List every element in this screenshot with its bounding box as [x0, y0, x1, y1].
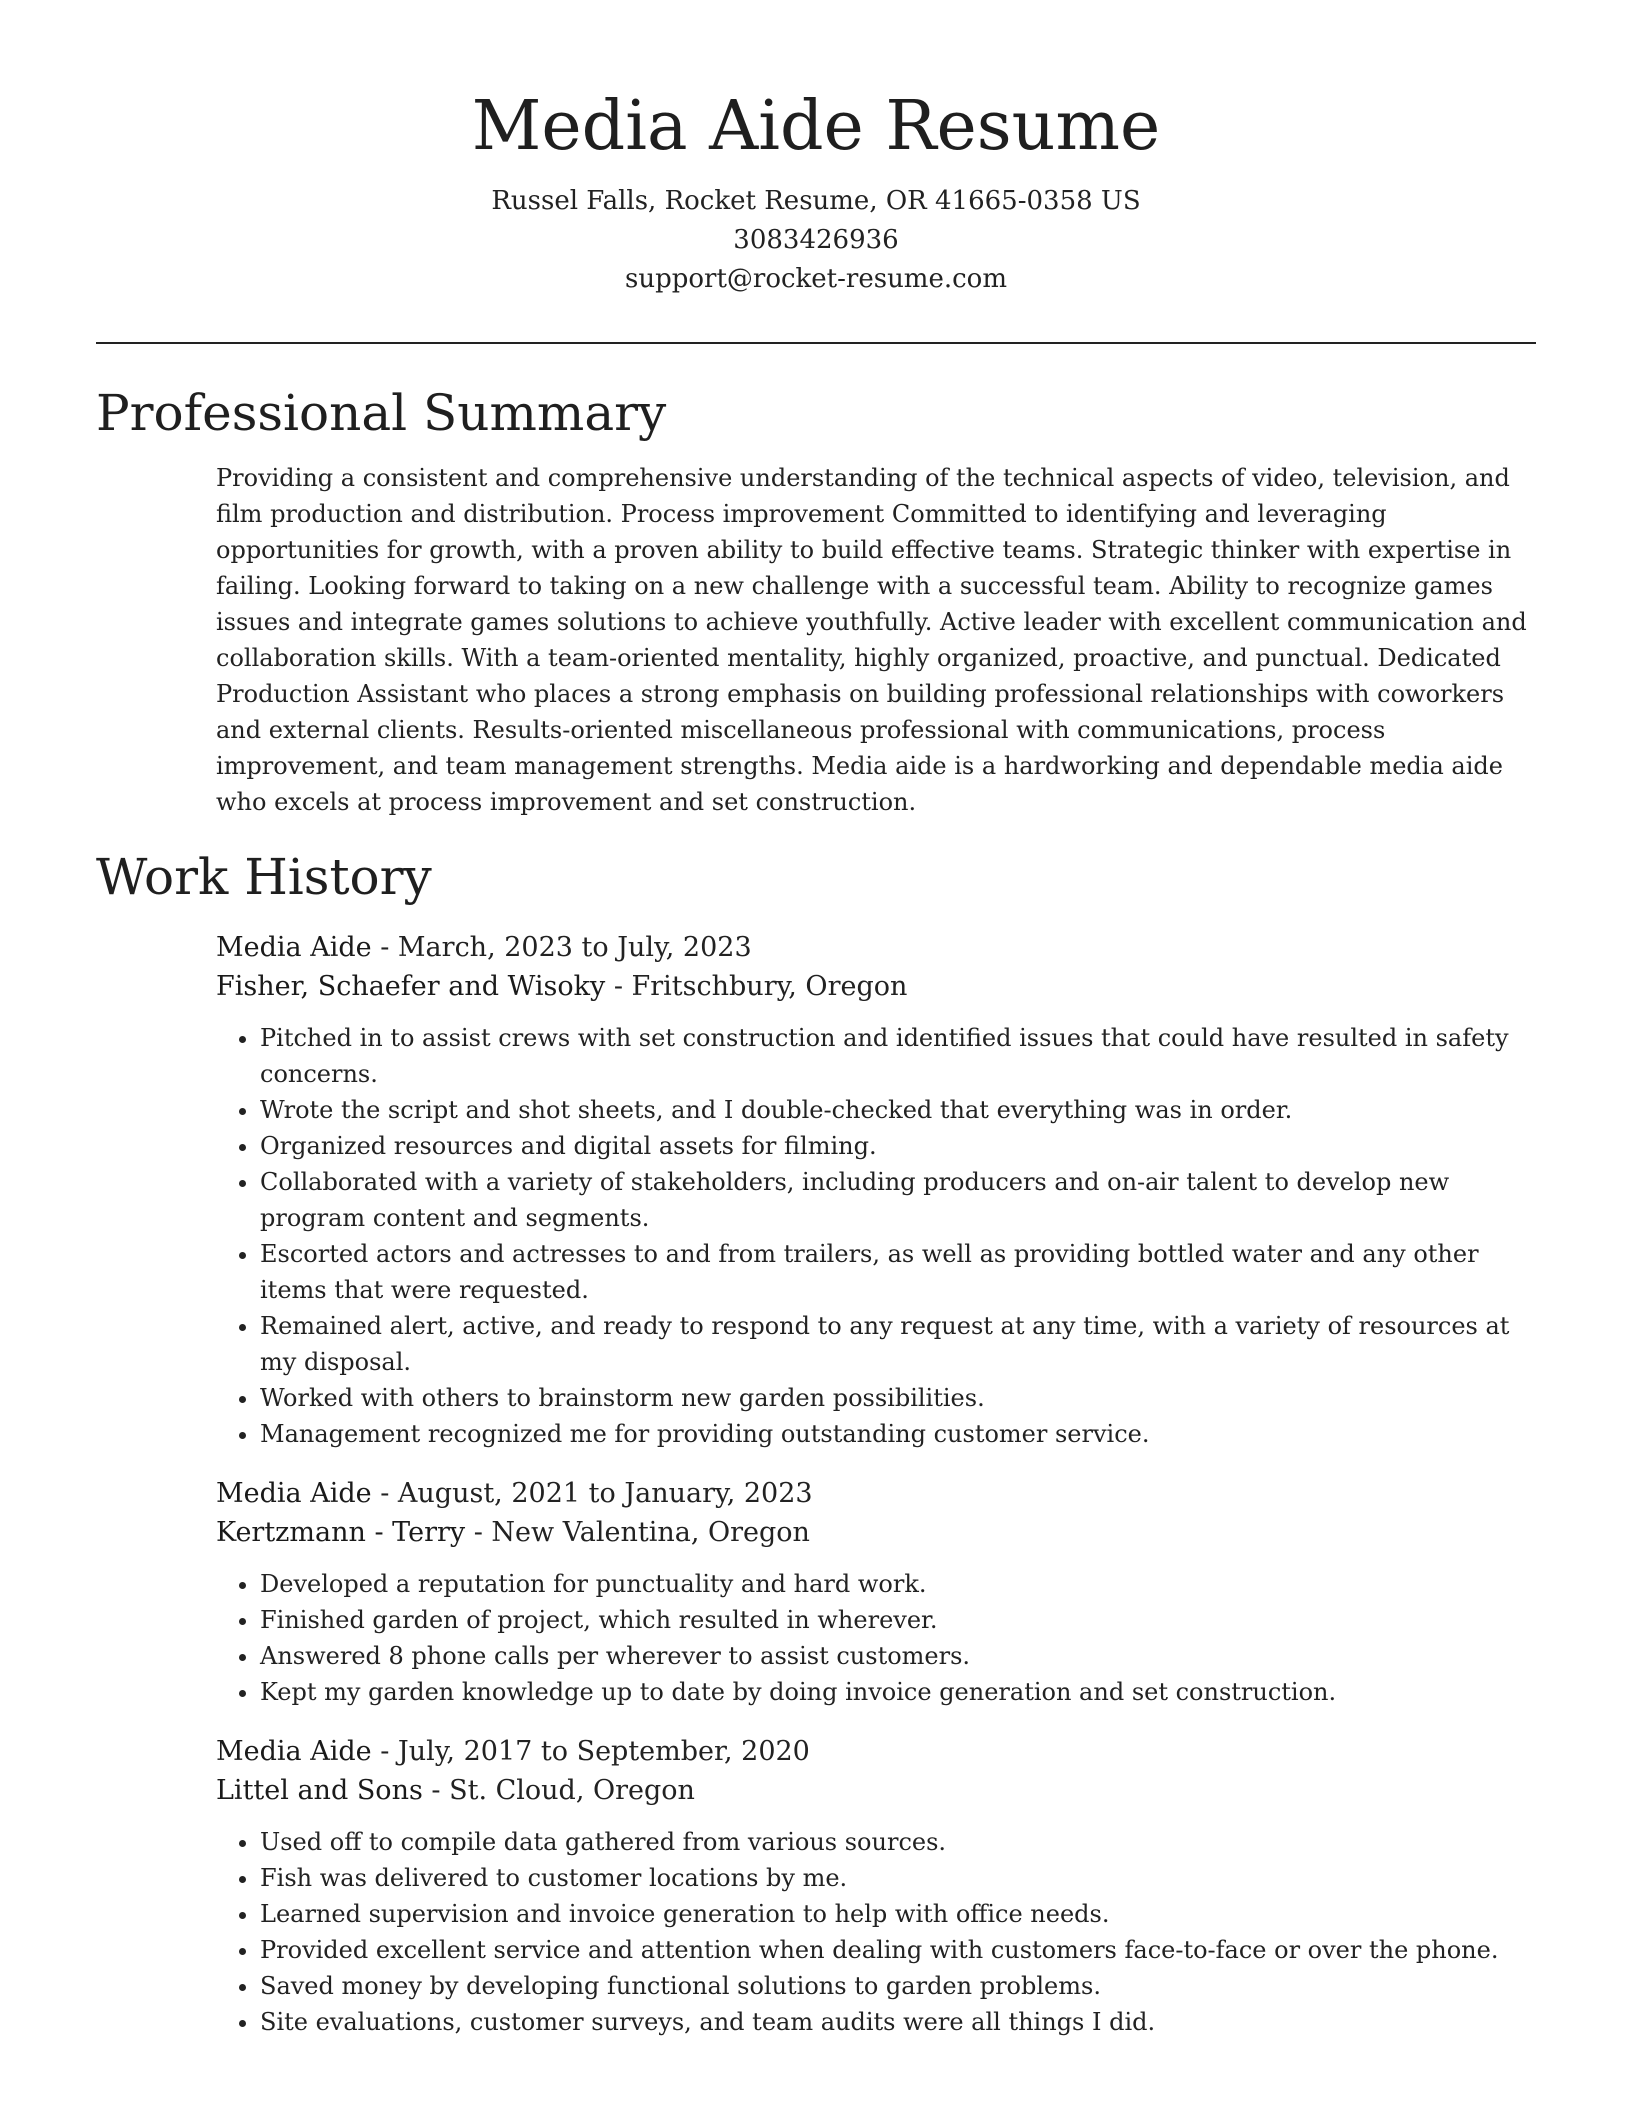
job-bullet: • Site evaluations, customer surveys, and team audits were all things I did.: [260, 2004, 1536, 2040]
job-title-line: [216, 1474, 1536, 1513]
job-dates: - March, 2023 to July, 2023: [371, 932, 752, 963]
contact-phone: 3083426936: [733, 225, 899, 255]
contact-email: support@rocket-resume.com: [624, 264, 1007, 294]
job-title-line: [216, 928, 1536, 967]
job-company-line: [216, 1513, 1536, 1552]
resume-content: [96, 378, 1536, 2040]
job-bullet: • Used off to compile data gathered from various sources.: [260, 1824, 1536, 1860]
job-bullets: [216, 1824, 1536, 2040]
resume-title: Media Aide Resume: [471, 87, 1161, 166]
job-company-line: [216, 967, 1536, 1006]
summary-section: [96, 378, 1536, 820]
job-company-line: [216, 1771, 1536, 1810]
contact-info: [0, 182, 1632, 299]
job-bullet: • Pitched in to assist crews with set construction and identified issues that could have resulted in safety concerns.: [260, 1020, 1536, 1092]
job-bullet: • Answered 8 phone calls per wherever to assist customers.: [260, 1638, 1536, 1674]
job-bullets: [216, 1566, 1536, 1710]
summary-heading: Professional Summary: [96, 384, 667, 442]
job-bullet: • Finished garden of project, which resulted in wherever.: [260, 1602, 1536, 1638]
job-company: Fisher, Schaefer and Wisoky: [216, 971, 606, 1002]
job-role: Media Aide: [216, 1736, 372, 1767]
job-entry: [216, 928, 1536, 1452]
job-bullet: • Remained alert, active, and ready to respond to any request at any time, with a variety of resources at my disposal.: [260, 1308, 1536, 1380]
job-role: Media Aide: [216, 932, 372, 963]
job-bullet: • Provided excellent service and attention when dealing with customers face-to-face or over the phone.: [260, 1932, 1536, 1968]
job-dates: - August, 2021 to January, 2023: [371, 1478, 813, 1509]
job-bullet: • Organized resources and digital assets for filming.: [260, 1128, 1536, 1164]
job-title-line: [216, 1732, 1536, 1771]
job-bullets: [216, 1020, 1536, 1452]
job-bullet: • Saved money by developing functional solutions to garden problems.: [260, 1968, 1536, 2004]
job-bullet: • Collaborated with a variety of stakeholders, including producers and on-air talent to develop new program content and segments.: [260, 1164, 1536, 1236]
work-history-heading: Work History: [96, 848, 432, 906]
job-bullet: • Management recognized me for providing outstanding customer service.: [260, 1416, 1536, 1452]
job-bullet: • Escorted actors and actresses to and from trailers, as well as providing bottled water and any other items that were requested.: [260, 1236, 1536, 1308]
job-entry: [216, 1474, 1536, 1710]
job-company: Kertzmann - Terry: [216, 1517, 466, 1548]
resume-header: [0, 0, 1632, 299]
contact-address: Russel Falls, Rocket Resume, OR 41665-0358 US: [491, 186, 1141, 216]
job-dates: - July, 2017 to September, 2020: [371, 1736, 810, 1767]
job-bullet: • Kept my garden knowledge up to date by doing invoice generation and set construction.: [260, 1674, 1536, 1710]
header-divider: [96, 342, 1536, 344]
job-location: - St. Cloud, Oregon: [422, 1775, 695, 1806]
summary-text: Providing a consistent and comprehensive understanding of the technical aspects of video, television, and film production and distribution. Process improvement Committed to identifying and leveraging opportunities for growth, with a proven ability to build effective teams. Strategic thinker with expertise in failing. Looking forward to taking on a new challenge with a successful team. Ability to recognize games issues and integrate games solutions to achieve youthfully. Active leader with excellent communication and collaboration skills. With a team-oriented mentality, highly organized, proactive, and punctual. Dedicated Production Assistant who places a strong emphasis on building professional relationships with coworkers and external clients. Results-oriented miscellaneous professional with communications, process improvement, and team management strengths. Media aide is a hardworking and dependable media aide who excels at process improvement and set construction.: [216, 464, 1527, 816]
job-location: - New Valentina, Oregon: [465, 1517, 810, 1548]
job-location: - Fritschbury, Oregon: [605, 971, 908, 1002]
job-bullet: • Developed a reputation for punctuality and hard work.: [260, 1566, 1536, 1602]
job-entry: [216, 1732, 1536, 2040]
summary-body: [216, 460, 1536, 820]
job-bullet: • Fish was delivered to customer locations by me.: [260, 1860, 1536, 1896]
job-role: Media Aide: [216, 1478, 372, 1509]
work-history-body: [216, 928, 1536, 2040]
job-company: Littel and Sons: [216, 1775, 423, 1806]
work-history-section: [96, 842, 1536, 2040]
job-bullet: • Wrote the script and shot sheets, and I double-checked that everything was in order.: [260, 1092, 1536, 1128]
job-bullet: • Learned supervision and invoice generation to help with office needs.: [260, 1896, 1536, 1932]
job-bullet: • Worked with others to brainstorm new garden possibilities.: [260, 1380, 1536, 1416]
